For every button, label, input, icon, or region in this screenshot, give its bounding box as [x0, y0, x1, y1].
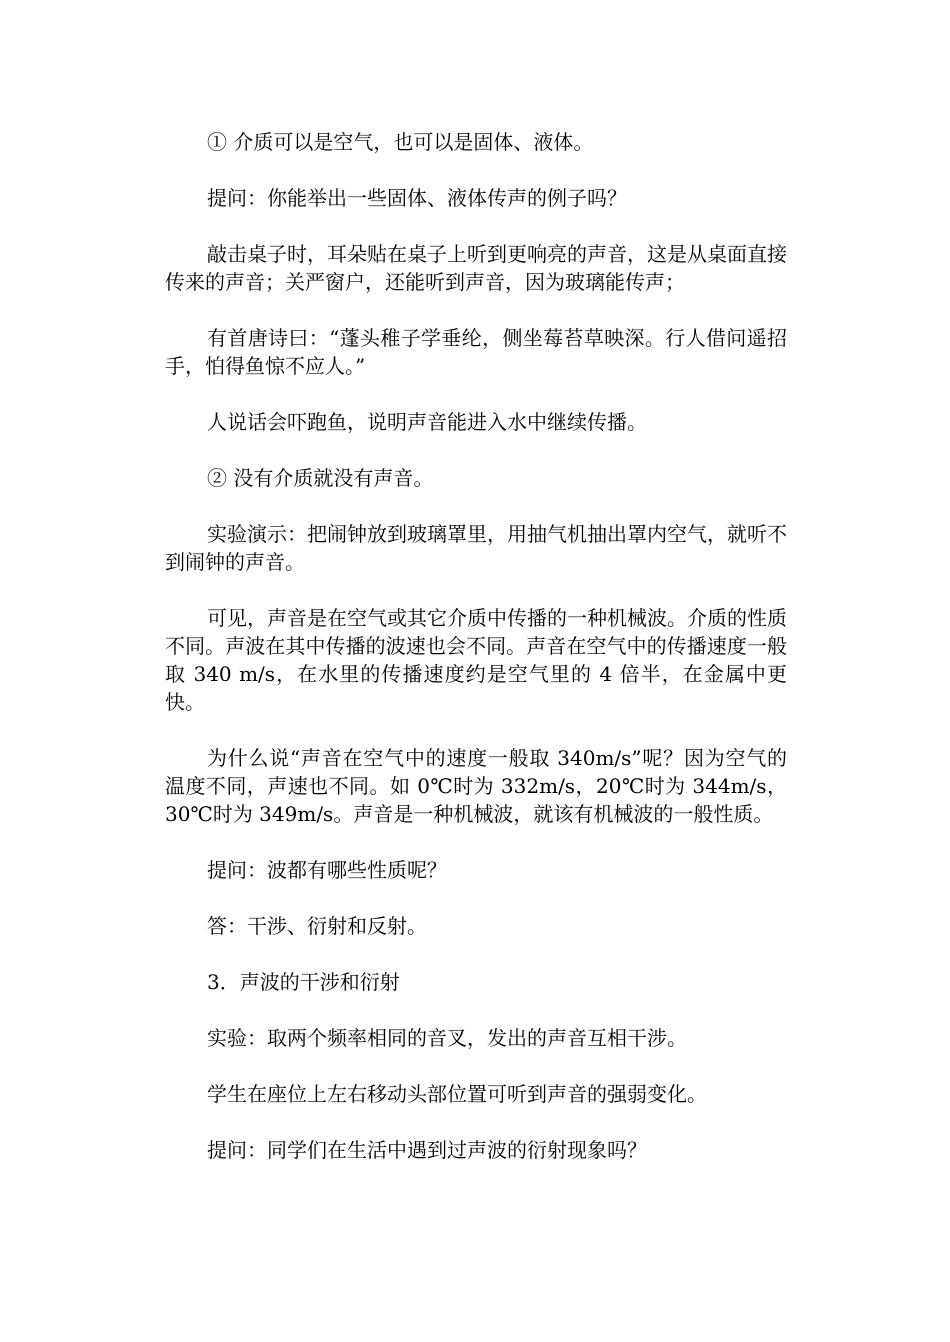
paragraph-question-examples: 提问：你能举出一些固体、液体传声的例子吗？	[207, 186, 627, 210]
paragraph-mechanical-wave: 可见，声音是在空气或其它介质中传播的一种机械波。介质的性质不同。声波在其中传播的波速也会不同。声音在空气中的传播速度一般取 340 m/s，在水里的传播速度约是空气里的 4 倍半，在金属中更快。	[165, 606, 787, 714]
paragraph-speed-temperature: 为什么说“声音在空气中的速度一般取 340m/s”呢？因为空气的温度不同，声速也不同。如 0℃时为 332m/s，20℃时为 344m/s，30℃时为 349m/s。声音是一种机械波，就该有机械波的一般性质。	[165, 746, 787, 826]
paragraph-medium-types: ① 介质可以是空气，也可以是固体、液体。	[207, 130, 594, 154]
paragraph-question-wave-properties: 提问：波都有哪些性质呢？	[207, 858, 447, 882]
paragraph-question-diffraction: 提问：同学们在生活中遇到过声波的衍射现象吗？	[207, 1138, 647, 1162]
paragraph-bell-jar-demo: 实验演示：把闹钟放到玻璃罩里，用抽气机抽出罩内空气，就听不到闹钟的声音。	[165, 522, 787, 574]
paragraph-fish-scared: 人说话会吓跑鱼，说明声音能进入水中继续传播。	[207, 410, 647, 434]
section-heading-interference-diffraction: 3．声波的干涉和衍射	[207, 970, 400, 994]
paragraph-no-medium: ② 没有介质就没有声音。	[207, 466, 434, 490]
paragraph-student-head-movement: 学生在座位上左右移动头部位置可听到声音的强弱变化。	[207, 1082, 707, 1106]
paragraph-tuning-fork-experiment: 实验：取两个频率相同的音叉，发出的声音互相干涉。	[207, 1026, 687, 1050]
paragraph-answer-properties: 答：干涉、衍射和反射。	[207, 914, 427, 938]
document-page	[165, 128, 787, 1192]
paragraph-desk-window-examples: 敲击桌子时，耳朵贴在桌子上听到更响亮的声音，这是从桌面直接传来的声音；关严窗户，还能听到声音，因为玻璃能传声；	[165, 242, 787, 294]
paragraph-tang-poem: 有首唐诗曰：“蓬头稚子学垂纶，侧坐莓苔草映深。行人借问遥招手，怕得鱼惊不应人。”	[165, 326, 787, 378]
